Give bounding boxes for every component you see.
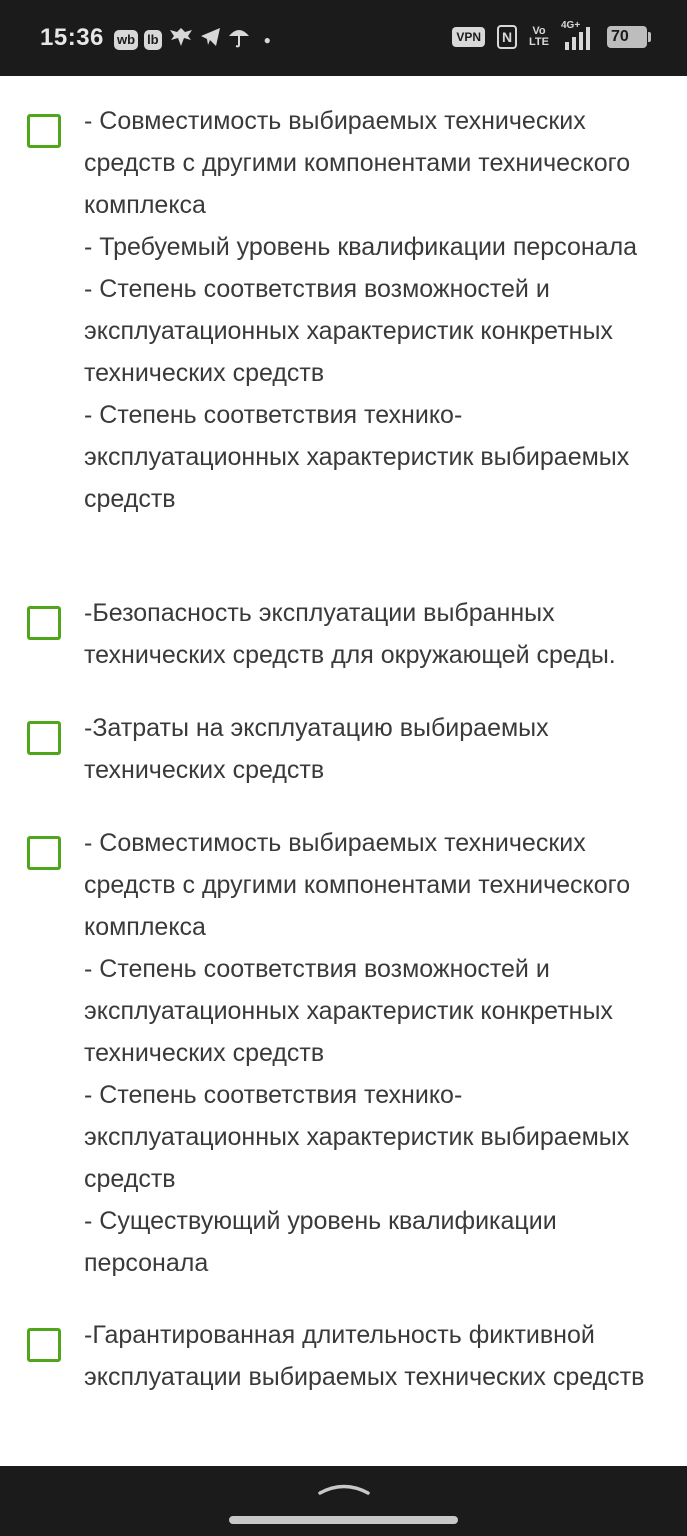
telegram-icon [200, 27, 222, 52]
option-checkbox[interactable] [27, 1328, 61, 1362]
status-system-icons [452, 20, 647, 50]
status-bar [0, 0, 687, 76]
home-handle[interactable] [229, 1516, 458, 1524]
option-checkbox[interactable] [27, 721, 61, 755]
option-checkbox[interactable] [27, 606, 61, 640]
network-type: 4G+ [561, 20, 581, 31]
volte-icon [529, 26, 549, 48]
option-checkbox[interactable] [27, 114, 61, 148]
status-notification-icons [114, 26, 271, 53]
answer-options-list [0, 76, 687, 1466]
dot-icon: ● [263, 32, 271, 47]
volte-top: Vo [532, 25, 546, 37]
umbrella-icon [228, 26, 250, 53]
status-time: 15:36 [40, 24, 104, 51]
option-text: - Совместимость выбираемых технических средств с другими компонентами технического комплекса - Степень соответствия возможностей и эксплуатационных характеристик конкретных технических средств - Степень соответствия технико-эксплуатационных характеристик выбираемых средств - Существующий уровень квалификации персонала [84, 829, 631, 1277]
wildberries-icon: wb [114, 30, 138, 50]
battery-icon: 70 [607, 26, 647, 48]
volte-bottom: LTE [529, 36, 549, 48]
navigation-bar [0, 1466, 687, 1536]
vpn-icon: VPN [452, 27, 485, 47]
option-text: -Гарантированная длительность фиктивной эксплуатации выбираемых технических средств [84, 1321, 645, 1391]
signal-icon [561, 20, 595, 50]
app-icon: lb [144, 30, 162, 50]
option-checkbox[interactable] [27, 836, 61, 870]
emblem-icon [168, 26, 194, 53]
option-text: -Безопасность эксплуатации выбранных технических средств для окружающей среды. [84, 599, 616, 669]
option-text: - Совместимость выбираемых технических средств с другими компонентами технического комплекса - Требуемый уровень квалификации персонала - Степень соответствия возможностей и эксплуатационных характеристик конкретных технических средств - Степень соответствия технико-эксплуатационных характеристик выбираемых средств [84, 107, 638, 513]
option-text: -Затраты на эксплуатацию выбираемых технических средств [84, 714, 549, 784]
nfc-icon: N [497, 25, 517, 49]
chevron-up-icon[interactable] [318, 1480, 370, 1496]
